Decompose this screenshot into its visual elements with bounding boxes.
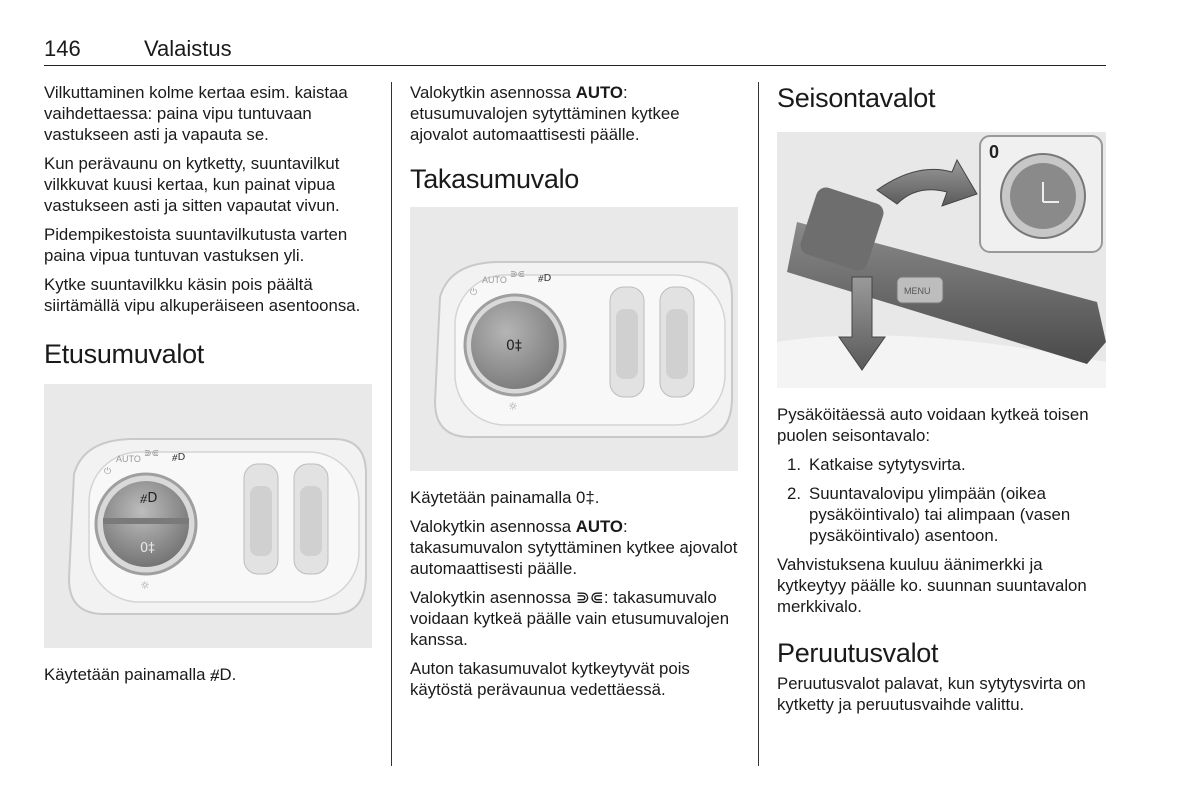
dial-parking-label: ⋑⋐ (144, 449, 160, 459)
column-1 (44, 82, 374, 693)
paragraph-trailer-off: Auton takasumuvalot kytkeytyvät pois käytöstä perävaunua vedettäessä. (410, 659, 690, 699)
caption-front-fog: Käytetään painamalla ⧣D. (44, 665, 237, 684)
column-divider-1 (391, 82, 392, 766)
dial-off-label: ⏻ (104, 467, 112, 477)
paragraph-reversing: Peruutusvalot palavat, kun sytytysvirta on kytketty ja peruutusvaihde valittu. (777, 674, 1086, 714)
knob-rear-fog-symbol: 0‡ (140, 541, 155, 556)
paragraph-long-signal: Pidempikestoista suuntavilkutusta varten paina vipua tuntuvan vastuksen yli. (44, 225, 348, 265)
stalk-menu-button: MENU (904, 286, 931, 296)
chapter-title: Valaistus (144, 36, 232, 61)
knob-rear-fog-symbol-b: 0‡ (506, 338, 522, 354)
paragraph-parking-position: Valokytkin asennossa ⋑⋐: takasumuvalo voidaan kytkeä päälle vain etusumuvalojen kanssa. (410, 588, 730, 649)
page-header (44, 34, 1106, 66)
dial-off-label-b: ⏻ (470, 288, 478, 298)
auto-label: AUTO (575, 83, 623, 102)
paragraph-trailer: Kun perävaunu on kytketty, suuntavilkut vilkkuvat kuusi kertaa, kun painat vipua vastukseen asti ja sitten vapautat vivun. (44, 154, 340, 215)
parking-steps-list (777, 454, 1109, 546)
turn-signal-stalk-figure (777, 132, 1106, 388)
paragraph-parking-intro: Pysäköitäessä auto voidaan kytkeä toisen puolen seisontavalo: (777, 405, 1089, 445)
front-fog-switch-figure (44, 384, 372, 648)
dial-low-beam-label: ⧣D (172, 452, 186, 463)
rear-fog-switch-figure (410, 207, 738, 471)
dial-light-label: ☼ (140, 579, 150, 592)
stalk-badge-zero: 0 (989, 142, 1000, 162)
dial-parking-label-b: ⋑⋐ (510, 270, 526, 280)
dial-low-beam-label-b: ⧣D (538, 273, 552, 284)
page-number: 146 (44, 36, 81, 61)
paragraph-auto-rear-fog: Valokytkin asennossa AUTO: takasumuvalon sytyttäminen kytkee ajovalot automaattisesti päälle. (410, 517, 738, 578)
paragraph-lane-change: Vilkuttaminen kolme kertaa esim. kaistaa vaihdettaessa: paina vipu tuntuvaan vastukseen asti ja vapauta se. (44, 83, 348, 144)
column-2 (410, 82, 740, 708)
column-3 (777, 82, 1109, 723)
paragraph-auto-front-fog: Valokytkin asennossa AUTO: etusumuvalojen sytyttäminen kytkee ajovalot automaattisesti päälle. (410, 83, 680, 144)
heading-parking-lights: Seisontavalot (777, 83, 936, 113)
paragraph-confirmation: Vahvistuksena kuuluu äänimerkki ja kytkeytyy päälle ko. suunnan suuntavalon merkkivalo. (777, 555, 1087, 616)
knob-front-fog-symbol: ⧣D (140, 491, 158, 506)
heading-front-fog: Etusumuvalot (44, 339, 204, 369)
list-item: 1. Katkaise sytytysvirta. (787, 455, 966, 474)
heading-reversing-lights: Peruutusvalot (777, 638, 939, 668)
dial-auto-label: AUTO (116, 454, 141, 464)
list-item: 2. Suuntavalovipu ylimpään (oikea pysäköintivalo) tai alimpaan (vasen pysäköintivalo) asentoon. (787, 484, 1071, 545)
paragraph-manual-off: Kytke suuntavilkku käsin pois päältä siirtämällä vipu alkuperäiseen asentoonsa. (44, 275, 361, 315)
auto-label-2: AUTO (575, 517, 623, 536)
dial-auto-label-b: AUTO (482, 275, 507, 285)
paragraph-rear-fog-press: Käytetään painamalla 0‡. (410, 488, 600, 507)
column-divider-2 (758, 82, 759, 766)
dial-light-label-b: ☼ (508, 400, 518, 413)
heading-rear-fog: Takasumuvalo (410, 164, 579, 194)
